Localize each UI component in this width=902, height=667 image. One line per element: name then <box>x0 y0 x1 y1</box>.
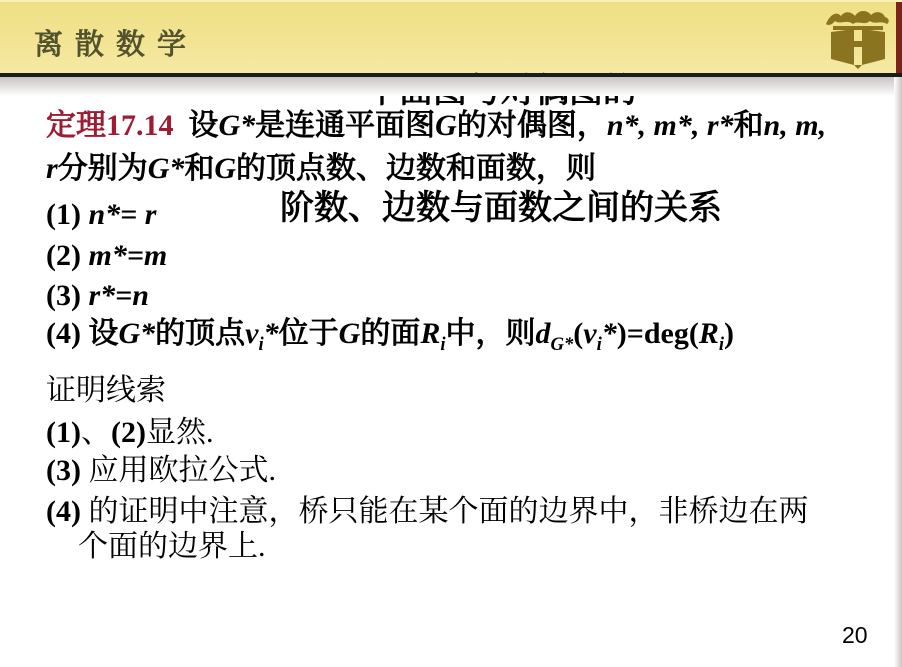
dragon-book-emblem-icon <box>821 8 893 72</box>
header-accent-strip <box>896 2 902 75</box>
text-line <box>46 151 596 187</box>
text-segment: 位于 <box>278 317 339 350</box>
text-segment: )=deg( <box>616 317 699 350</box>
text-segment: v <box>583 317 597 350</box>
text-segment: 应用欧拉公式. <box>88 454 276 487</box>
text-line <box>46 316 735 355</box>
text-line <box>46 108 826 144</box>
text-segment: 、 <box>80 416 111 449</box>
text-segment: 设 <box>88 317 119 350</box>
text-segment: (3) <box>46 454 89 487</box>
text-segment: G* <box>147 152 185 185</box>
text-segment: (2) <box>46 239 89 272</box>
text-segment: G <box>435 109 457 142</box>
text-line <box>46 278 149 314</box>
text-segment: ) <box>724 317 735 350</box>
text-segment: 和 <box>184 152 215 185</box>
text-segment: G <box>214 152 237 185</box>
text-segment: 的对偶图， <box>456 109 607 142</box>
text-segment: i <box>718 334 725 355</box>
text-segment: 显然. <box>145 416 214 449</box>
text-segment: r <box>46 152 58 185</box>
text-segment: i <box>440 334 446 355</box>
text-segment: 定理17.14 <box>46 109 174 142</box>
text-segment: (1) <box>46 416 81 449</box>
text-segment: 的面 <box>360 317 421 350</box>
text-segment: 和 <box>733 109 764 142</box>
course-label: 离散数学 <box>34 29 199 61</box>
text-segment: n*= r <box>88 198 157 231</box>
text-segment: (1) <box>46 198 89 231</box>
text-line <box>46 494 808 530</box>
text-segment: 是连通平面图 <box>255 109 436 142</box>
text-line <box>46 197 156 233</box>
text-segment: R <box>420 317 441 350</box>
text-segment: G* <box>550 334 574 355</box>
text-segment: d <box>535 317 551 350</box>
text-segment: i <box>596 334 602 355</box>
text-segment: * <box>601 317 617 350</box>
text-line <box>46 238 167 274</box>
text-segment: m*=m <box>88 239 168 272</box>
text-segment: 个面的边界上. <box>78 530 266 563</box>
right-edge-shadow <box>894 77 902 667</box>
text-segment: G <box>338 317 361 350</box>
page-number: 20 <box>842 622 868 648</box>
text-line <box>46 453 276 489</box>
text-segment: i <box>258 334 264 355</box>
text-segment: G* <box>118 317 156 350</box>
text-segment: (4) <box>46 317 89 350</box>
text-segment: 分别为 <box>57 152 148 185</box>
text-segment: * <box>263 317 279 350</box>
text-segment: 证明线索 <box>46 374 166 407</box>
text-segment: (2) <box>110 416 146 449</box>
text-segment: 的顶点 <box>155 317 246 350</box>
text-segment: 的顶点数、边数和面数，则 <box>236 152 597 185</box>
text-segment: G* <box>218 109 256 142</box>
text-segment: n*, m*, r* <box>606 109 734 142</box>
title-line-2: 阶数、边数与面数之间的关系 <box>280 190 722 227</box>
text-segment: n, m, <box>763 109 827 142</box>
top-edge-shadow <box>0 77 902 96</box>
text-segment: (3) <box>46 279 89 312</box>
text-segment: r*=n <box>88 279 149 312</box>
text-segment: ( <box>573 317 584 350</box>
text-segment: (4) <box>46 495 89 528</box>
text-segment: v <box>245 317 259 350</box>
text-line <box>46 373 166 409</box>
text-segment: 中，则 <box>445 317 536 350</box>
text-segment: 设 <box>173 109 219 142</box>
text-segment: 的证明中注意，桥只能在某个面的边界中，非桥边在两 <box>88 495 809 528</box>
text-segment: R <box>698 317 719 350</box>
text-line <box>78 529 266 565</box>
text-line <box>46 415 213 451</box>
